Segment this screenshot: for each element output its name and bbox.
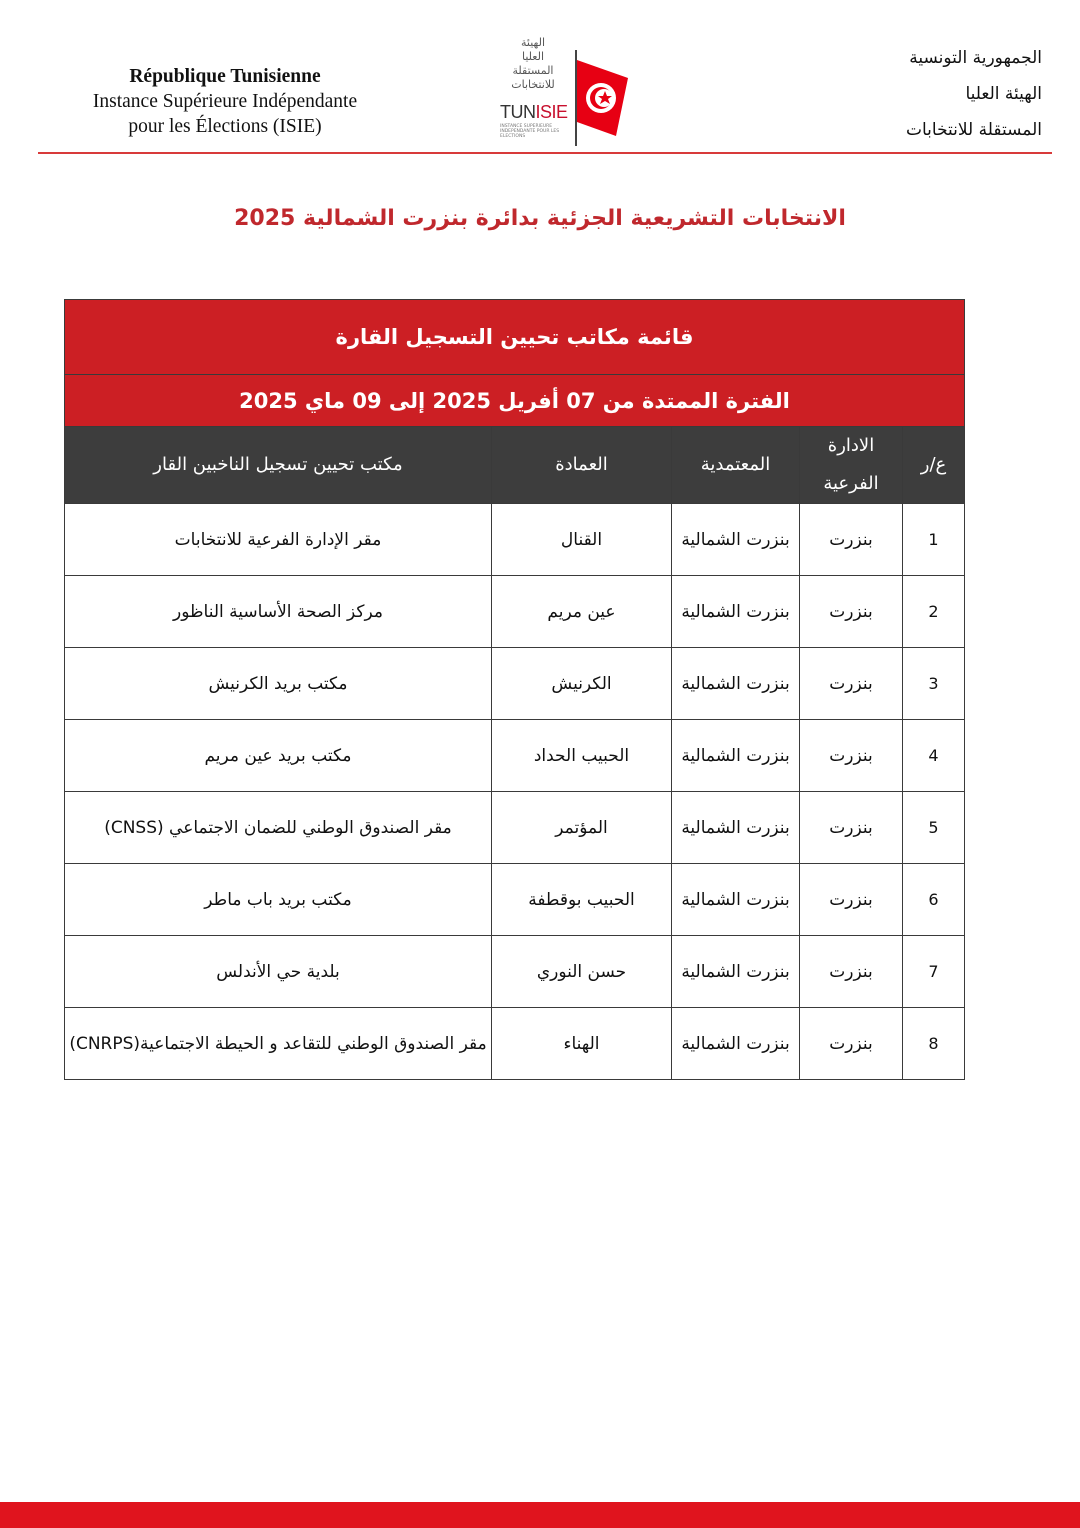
logo-ar-line3: المستقلة — [512, 64, 554, 77]
cell-num: 6 — [903, 864, 965, 936]
cell-imada: الحبيب الحداد — [492, 720, 672, 792]
cell-branch: بنزرت — [800, 576, 903, 648]
table-row — [65, 936, 965, 1008]
table-header-row — [65, 427, 965, 504]
cell-delegation: بنزرت الشمالية — [672, 576, 800, 648]
header-ar-line3: المستقلة للانتخابات — [905, 120, 1042, 140]
cell-num: 8 — [903, 1008, 965, 1080]
cell-delegation: بنزرت الشمالية — [672, 720, 800, 792]
header-ar-line1: الجمهورية التونسية — [909, 48, 1042, 68]
logo-ar-line4: للانتخابات — [511, 78, 555, 91]
cell-delegation: بنزرت الشمالية — [672, 792, 800, 864]
cell-delegation: بنزرت الشمالية — [672, 864, 800, 936]
header-fr-line1: République Tunisienne — [129, 66, 321, 87]
table-row — [65, 720, 965, 792]
cell-delegation: بنزرت الشمالية — [672, 504, 800, 576]
cell-delegation: بنزرت الشمالية — [672, 936, 800, 1008]
footer-bar — [0, 1502, 1080, 1528]
cell-office: مكتب بريد الكرنيش — [65, 648, 492, 720]
isie-logo — [498, 36, 638, 148]
cell-branch: بنزرت — [800, 504, 903, 576]
header-arabic — [742, 40, 1042, 148]
cell-branch: بنزرت — [800, 792, 903, 864]
table-title-band: قائمة مكاتب تحيين التسجيل القارة — [65, 300, 965, 375]
cell-office: مكتب بريد باب ماطر — [65, 864, 492, 936]
cell-office: مقر الإدارة الفرعية للانتخابات — [65, 504, 492, 576]
cell-delegation: بنزرت الشمالية — [672, 648, 800, 720]
cell-num: 2 — [903, 576, 965, 648]
cell-office: مقر الصندوق الوطني للتقاعد و الحيطة الاجتماعية(CNRPS) — [65, 1008, 492, 1080]
cell-num: 4 — [903, 720, 965, 792]
table-row — [65, 504, 965, 576]
cell-branch: بنزرت — [800, 864, 903, 936]
cell-office: بلدية حي الأندلس — [65, 936, 492, 1008]
cell-imada: الهناء — [492, 1008, 672, 1080]
cell-num: 5 — [903, 792, 965, 864]
table-body — [65, 504, 965, 1080]
header-fr-line2: Instance Supérieure Indépendante — [92, 91, 358, 112]
cell-office: مركز الصحة الأساسية الناظور — [65, 576, 492, 648]
cell-num: 7 — [903, 936, 965, 1008]
document-title: الانتخابات التشريعية الجزئية بدائرة بنزرت الشمالية 2025 — [234, 206, 846, 231]
logo-arabic-text — [498, 36, 568, 92]
cell-delegation: بنزرت الشمالية — [672, 1008, 800, 1080]
tunisia-flag-icon — [572, 50, 634, 146]
col-header-branch: الادارة الفرعية — [800, 427, 903, 504]
cell-imada: عين مريم — [492, 576, 672, 648]
table-period-band: الفترة الممتدة من 07 أفريل 2025 إلى 09 ماي 2025 — [65, 375, 965, 427]
logo-brand — [500, 102, 568, 123]
logo-brand-isie: ISIE — [535, 102, 568, 122]
table-row — [65, 576, 965, 648]
registration-offices-table — [64, 299, 965, 1080]
cell-imada: حسن النوري — [492, 936, 672, 1008]
cell-imada: الحبيب بوقطفة — [492, 864, 672, 936]
col-header-imada: العمادة — [492, 427, 672, 504]
cell-branch: بنزرت — [800, 1008, 903, 1080]
logo-ar-line2: العليا — [521, 50, 545, 63]
cell-imada: القنال — [492, 504, 672, 576]
col-header-office: مكتب تحيين تسجيل الناخبين القار — [65, 427, 492, 504]
cell-branch: بنزرت — [800, 720, 903, 792]
header-french — [60, 64, 390, 139]
header-fr-line3: pour les Élections (ISIE) — [128, 116, 322, 137]
logo-small-text: INSTANCE SUPERIEURE INDEPENDANTE POUR LES ELECTIONS — [500, 124, 560, 139]
cell-office: مكتب بريد عين مريم — [65, 720, 492, 792]
col-header-num: ع/ر — [903, 427, 965, 504]
table-row — [65, 648, 965, 720]
cell-num: 1 — [903, 504, 965, 576]
table-row — [65, 864, 965, 936]
col-header-delegation: المعتمدية — [672, 427, 800, 504]
logo-ar-line1: الهيئة — [520, 36, 545, 49]
table-row — [65, 1008, 965, 1080]
header-divider — [38, 152, 1052, 154]
cell-imada: المؤتمر — [492, 792, 672, 864]
header-ar-line2: الهيئة العليا — [965, 84, 1042, 104]
table-row — [65, 792, 965, 864]
logo-brand-tun: TUN — [500, 102, 536, 122]
cell-office: مقر الصندوق الوطني للضمان الاجتماعي (CNSS) — [65, 792, 492, 864]
cell-branch: بنزرت — [800, 936, 903, 1008]
cell-branch: بنزرت — [800, 648, 903, 720]
cell-num: 3 — [903, 648, 965, 720]
cell-imada: الكرنيش — [492, 648, 672, 720]
